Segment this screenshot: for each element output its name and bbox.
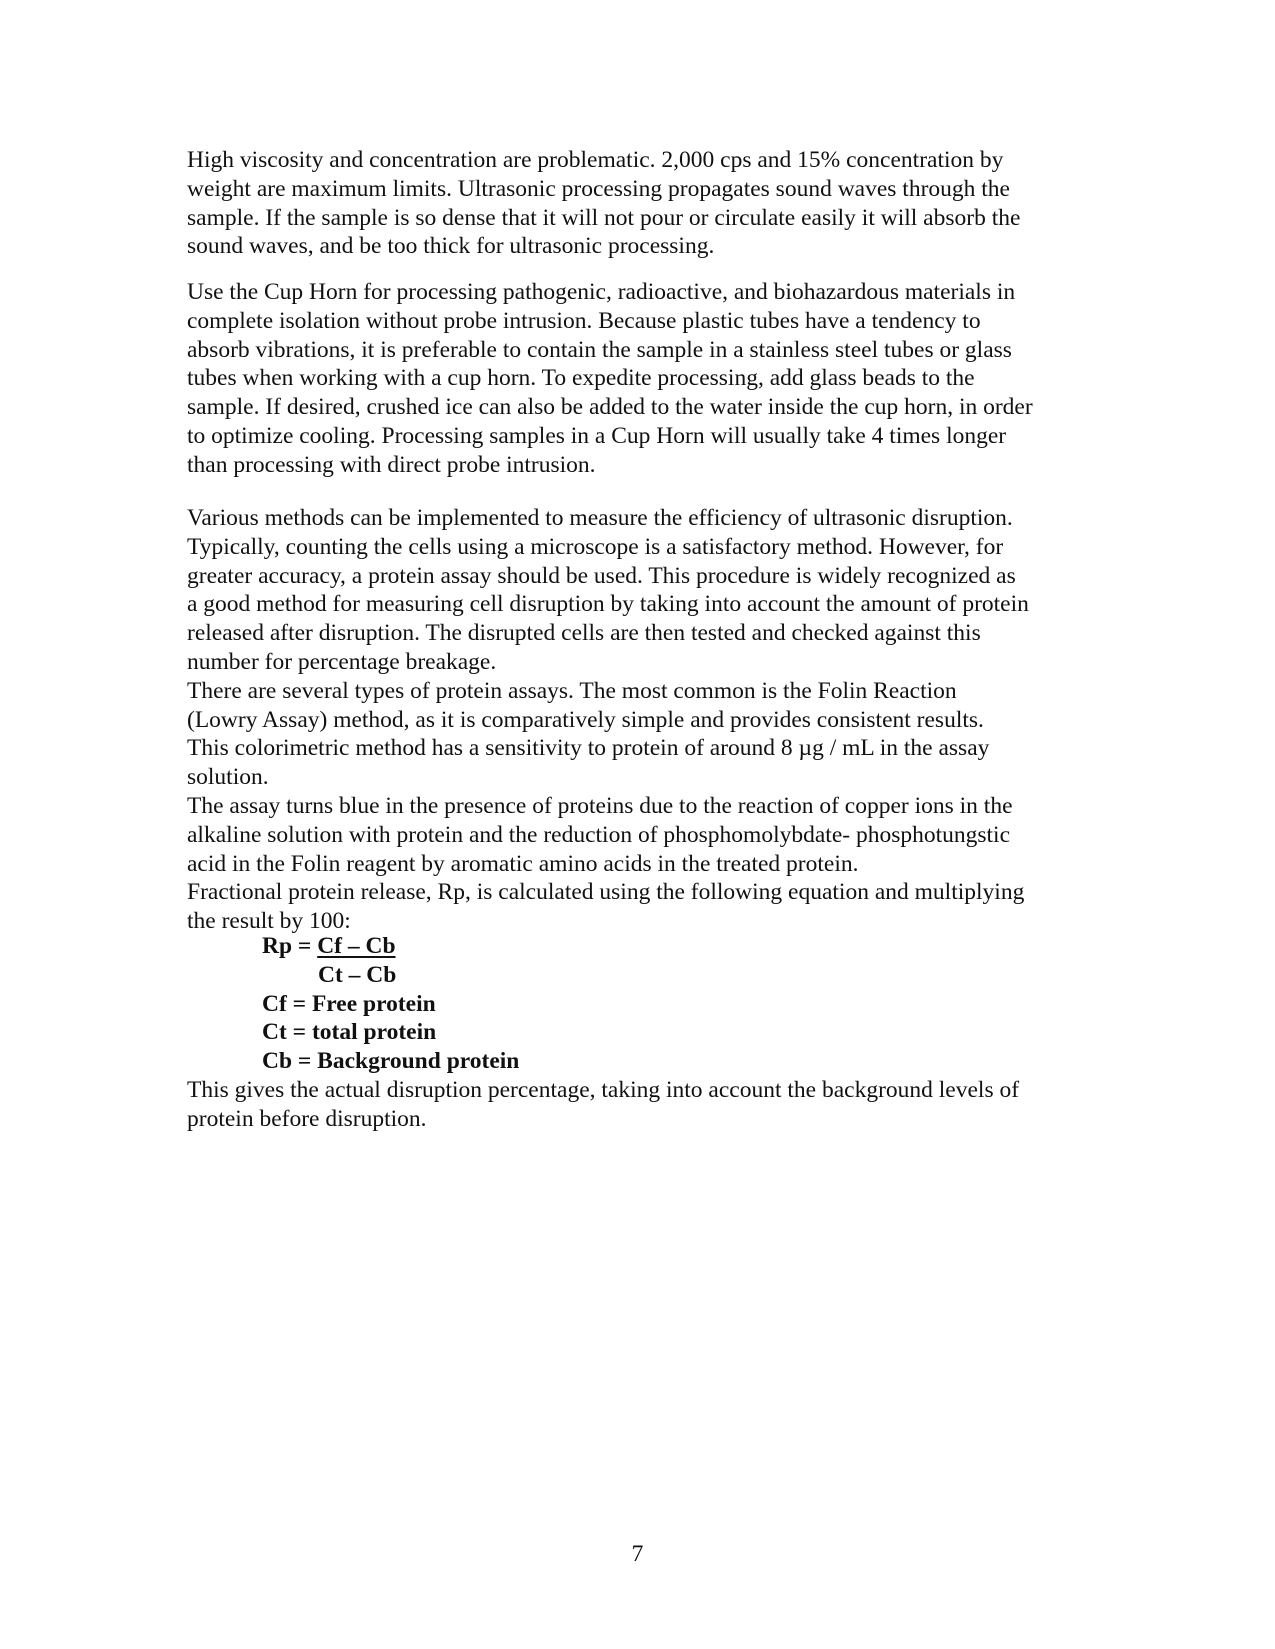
text-line: number for percentage breakage. bbox=[187, 648, 497, 675]
text-line: This colorimetric method has a sensitivity to protein of around 8 µg / mL in the assay bbox=[187, 735, 990, 762]
formula-definition: Cf = Free protein bbox=[262, 990, 436, 1017]
text-line: alkaline solution with protein and the reduction of phosphomolybdate- phosphotungstic bbox=[187, 821, 1011, 848]
rp-formula bbox=[262, 932, 519, 1076]
formula-numerator: Cf – Cb bbox=[317, 933, 396, 959]
text-line: High viscosity and concentration are problematic. 2,000 cps and 15% concentration by bbox=[187, 147, 1004, 173]
text-line: the result by 100: bbox=[187, 908, 351, 935]
text-line: sound waves, and be too thick for ultrasonic processing. bbox=[187, 233, 715, 260]
text-line: to optimize cooling. Processing samples in a Cup Horn will usually take 4 times longer bbox=[187, 422, 1007, 449]
text-line: This gives the actual disruption percentage, taking into account the background levels of bbox=[187, 1077, 1020, 1103]
text-line: There are several types of protein assays. The most common is the Folin Reaction bbox=[187, 677, 957, 704]
text-line: Fractional protein release, Rp, is calculated using the following equation and multiplying bbox=[187, 879, 1025, 906]
formula-denominator: Ct – Cb bbox=[318, 961, 397, 988]
paragraph-conclusion bbox=[187, 1076, 1092, 1134]
text-line: The assay turns blue in the presence of proteins due to the reaction of copper ions in the bbox=[187, 792, 1013, 819]
text-line: released after disruption. The disrupted cells are then tested and checked against this bbox=[187, 620, 981, 647]
text-line: (Lowry Assay) method, as it is comparatively simple and provides consistent results. bbox=[187, 706, 984, 733]
paragraph-cup-horn bbox=[187, 278, 1092, 480]
text-line: sample. If the sample is so dense that it will not pour or circulate easily it will absorb the bbox=[187, 204, 1021, 231]
text-line: Typically, counting the cells using a microscope is a satisfactory method. However, for bbox=[187, 533, 1004, 560]
text-line: than processing with direct probe intrusion. bbox=[187, 451, 596, 478]
formula-equation-row bbox=[262, 932, 519, 961]
text-line: a good method for measuring cell disruption by taking into account the amount of protein bbox=[187, 591, 1029, 618]
paragraph-protein-assay bbox=[187, 504, 1092, 936]
page-number: 7 bbox=[631, 1541, 644, 1567]
text-line: protein before disruption. bbox=[187, 1105, 427, 1132]
text-line: acid in the Folin reagent by aromatic amino acids in the treated protein. bbox=[187, 850, 859, 877]
text-line: Use the Cup Horn for processing pathogenic, radioactive, and biohazardous materials in bbox=[187, 279, 1016, 305]
formula-definition: Ct = total protein bbox=[262, 1019, 437, 1046]
text-line: weight are maximum limits. Ultrasonic processing propagates sound waves through the bbox=[187, 175, 1010, 202]
text-line: absorb vibrations, it is preferable to contain the sample in a stainless steel tubes or glass bbox=[187, 336, 1012, 363]
text-line: sample. If desired, crushed ice can also be added to the water inside the cup horn, in order bbox=[187, 394, 1033, 421]
text-line: complete isolation without probe intrusion. Because plastic tubes have a tendency to bbox=[187, 307, 981, 334]
text-line: tubes when working with a cup horn. To expedite processing, add glass beads to the bbox=[187, 365, 975, 392]
text-line: solution. bbox=[187, 764, 269, 791]
formula-lhs: Rp = bbox=[262, 933, 318, 959]
text-line: Various methods can be implemented to measure the efficiency of ultrasonic disruption. bbox=[187, 505, 1013, 531]
text-line: greater accuracy, a protein assay should be used. This procedure is widely recognized as bbox=[187, 562, 1016, 589]
paragraph-viscosity bbox=[187, 146, 1092, 261]
formula-definition: Cb = Background protein bbox=[262, 1048, 520, 1075]
